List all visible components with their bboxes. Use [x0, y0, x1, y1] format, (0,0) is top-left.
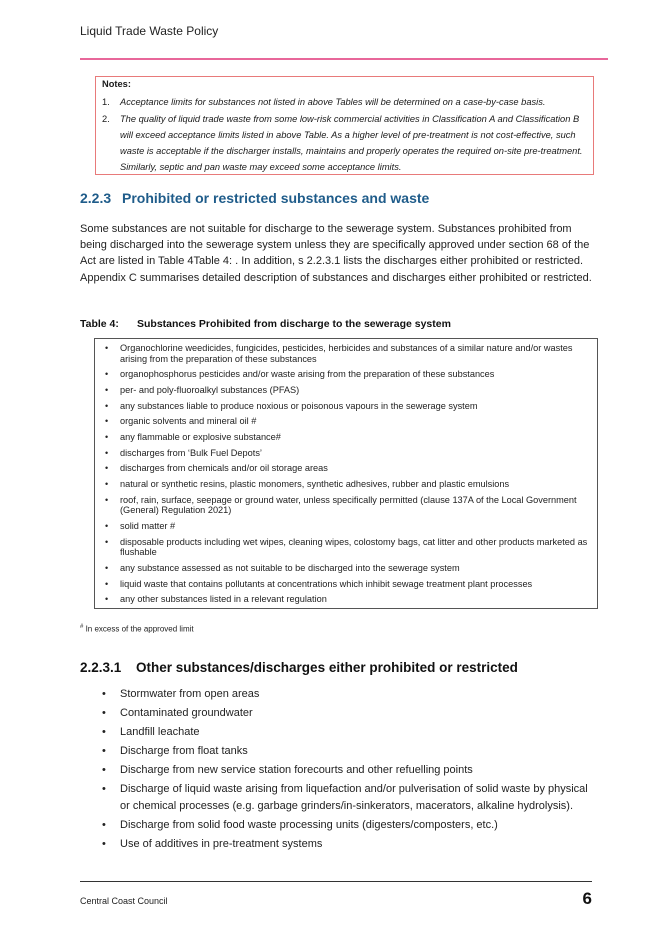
list-item: • Use of additives in pre-treatment systems — [100, 836, 592, 852]
notes-title: Notes: — [102, 79, 131, 89]
list-item: • Landfill leachate — [100, 724, 592, 740]
prohibited-substances-list — [101, 343, 591, 605]
page-number: 6 — [582, 889, 592, 908]
list-item: • discharges from ‘Bulk Fuel Depots’ — [101, 448, 591, 459]
list-item: • organophosphorus pesticides and/or waste arising from the preparation of these substances — [101, 369, 591, 380]
list-item: • solid matter # — [101, 521, 591, 532]
footer-organization: Central Coast Council — [80, 896, 168, 906]
list-item: • Discharge of liquid waste arising from liquefaction and/or pulverisation of solid waste by physical or chemical processes (e.g. garbage grinders/in-sinkerators, macerators, alkaline hydrolysis). — [100, 781, 592, 813]
list-item: • organic solvents and mineral oil # — [101, 416, 591, 427]
list-item: • any substances liable to produce noxious or poisonous vapours in the sewerage system — [101, 401, 591, 412]
list-item: • any flammable or explosive substance# — [101, 432, 591, 443]
list-item: • liquid waste that contains pollutants at concentrations which inhibit sewage treatment plant processes — [101, 579, 591, 590]
section-heading-2-2-3-1: 2.2.3.1 Other substances/discharges either prohibited or restricted — [80, 660, 518, 675]
section-heading-2-2-3: 2.2.3 Prohibited or restricted substances and waste — [80, 190, 430, 206]
list-item: • natural or synthetic resins, plastic monomers, synthetic adhesives, rubber and plastic emulsions — [101, 479, 591, 490]
list-item: • Discharge from new service station forecourts and other refuelling points — [100, 762, 592, 778]
list-item: • Stormwater from open areas — [100, 686, 592, 702]
list-item: • Discharge from float tanks — [100, 743, 592, 759]
header-divider — [80, 58, 608, 60]
list-item: • disposable products including wet wipes, cleaning wipes, colostomy bags, cat litter and other products marketed as flushable — [101, 537, 591, 558]
table-footnote: # In excess of the approved limit — [80, 624, 194, 634]
section-paragraph: Some substances are not suitable for discharge to the sewerage system. Substances prohibited from being discharged into the sewerage system unless they are specifically approved under section 68 of the Act are listed in Table 4Table 4: . In addition, s 2.2.3.1 lists the discharges either prohibited or restricted. Appendix C summarises detailed description of substances and discharges either prohibited or restricted. — [80, 223, 592, 284]
notes-box — [95, 76, 594, 175]
prohibited-substances-table — [94, 338, 598, 609]
table-caption: Table 4: Substances Prohibited from discharge to the sewerage system — [80, 318, 451, 330]
list-item: • discharges from chemicals and/or oil storage areas — [101, 463, 591, 474]
list-item: • Organochlorine weedicides, fungicides, pesticides, herbicides and substances of a similar nature and/or wastes arising from the preparation of these substances — [101, 343, 591, 364]
list-item: • per- and poly-fluoroalkyl substances (PFAS) — [101, 385, 591, 396]
list-item: • Contaminated groundwater — [100, 705, 592, 721]
list-item: • roof, rain, surface, seepage or ground water, unless specifically permitted (clause 137A of the Local Government (General) Regulation 2021) — [101, 495, 591, 516]
notes-list — [102, 94, 587, 175]
list-item: • any substance assessed as not suitable to be discharged into the sewerage system — [101, 563, 591, 574]
other-discharges-list — [100, 686, 592, 855]
footer-divider — [80, 881, 592, 882]
page-header-title: Liquid Trade Waste Policy — [80, 24, 219, 38]
note-item: 2. The quality of liquid trade waste from some low-risk commercial activities in Classification A and Classification B will exceed acceptance limits listed in above Table. As a higher level of pre-treatment is not cost-effective, such waste is acceptable if the discharger installs, maintains and properly operates the required on-site pre-treatment. Similarly, septic and pan waste may exceed some acceptance limits. — [102, 114, 583, 172]
note-item: 1. Acceptance limits for substances not listed in above Tables will be determined on a case-by-case basis. — [102, 97, 546, 107]
list-item: • Discharge from solid food waste processing units (digesters/composters, etc.) — [100, 817, 592, 833]
list-item: • any other substances listed in a relevant regulation — [101, 594, 591, 605]
